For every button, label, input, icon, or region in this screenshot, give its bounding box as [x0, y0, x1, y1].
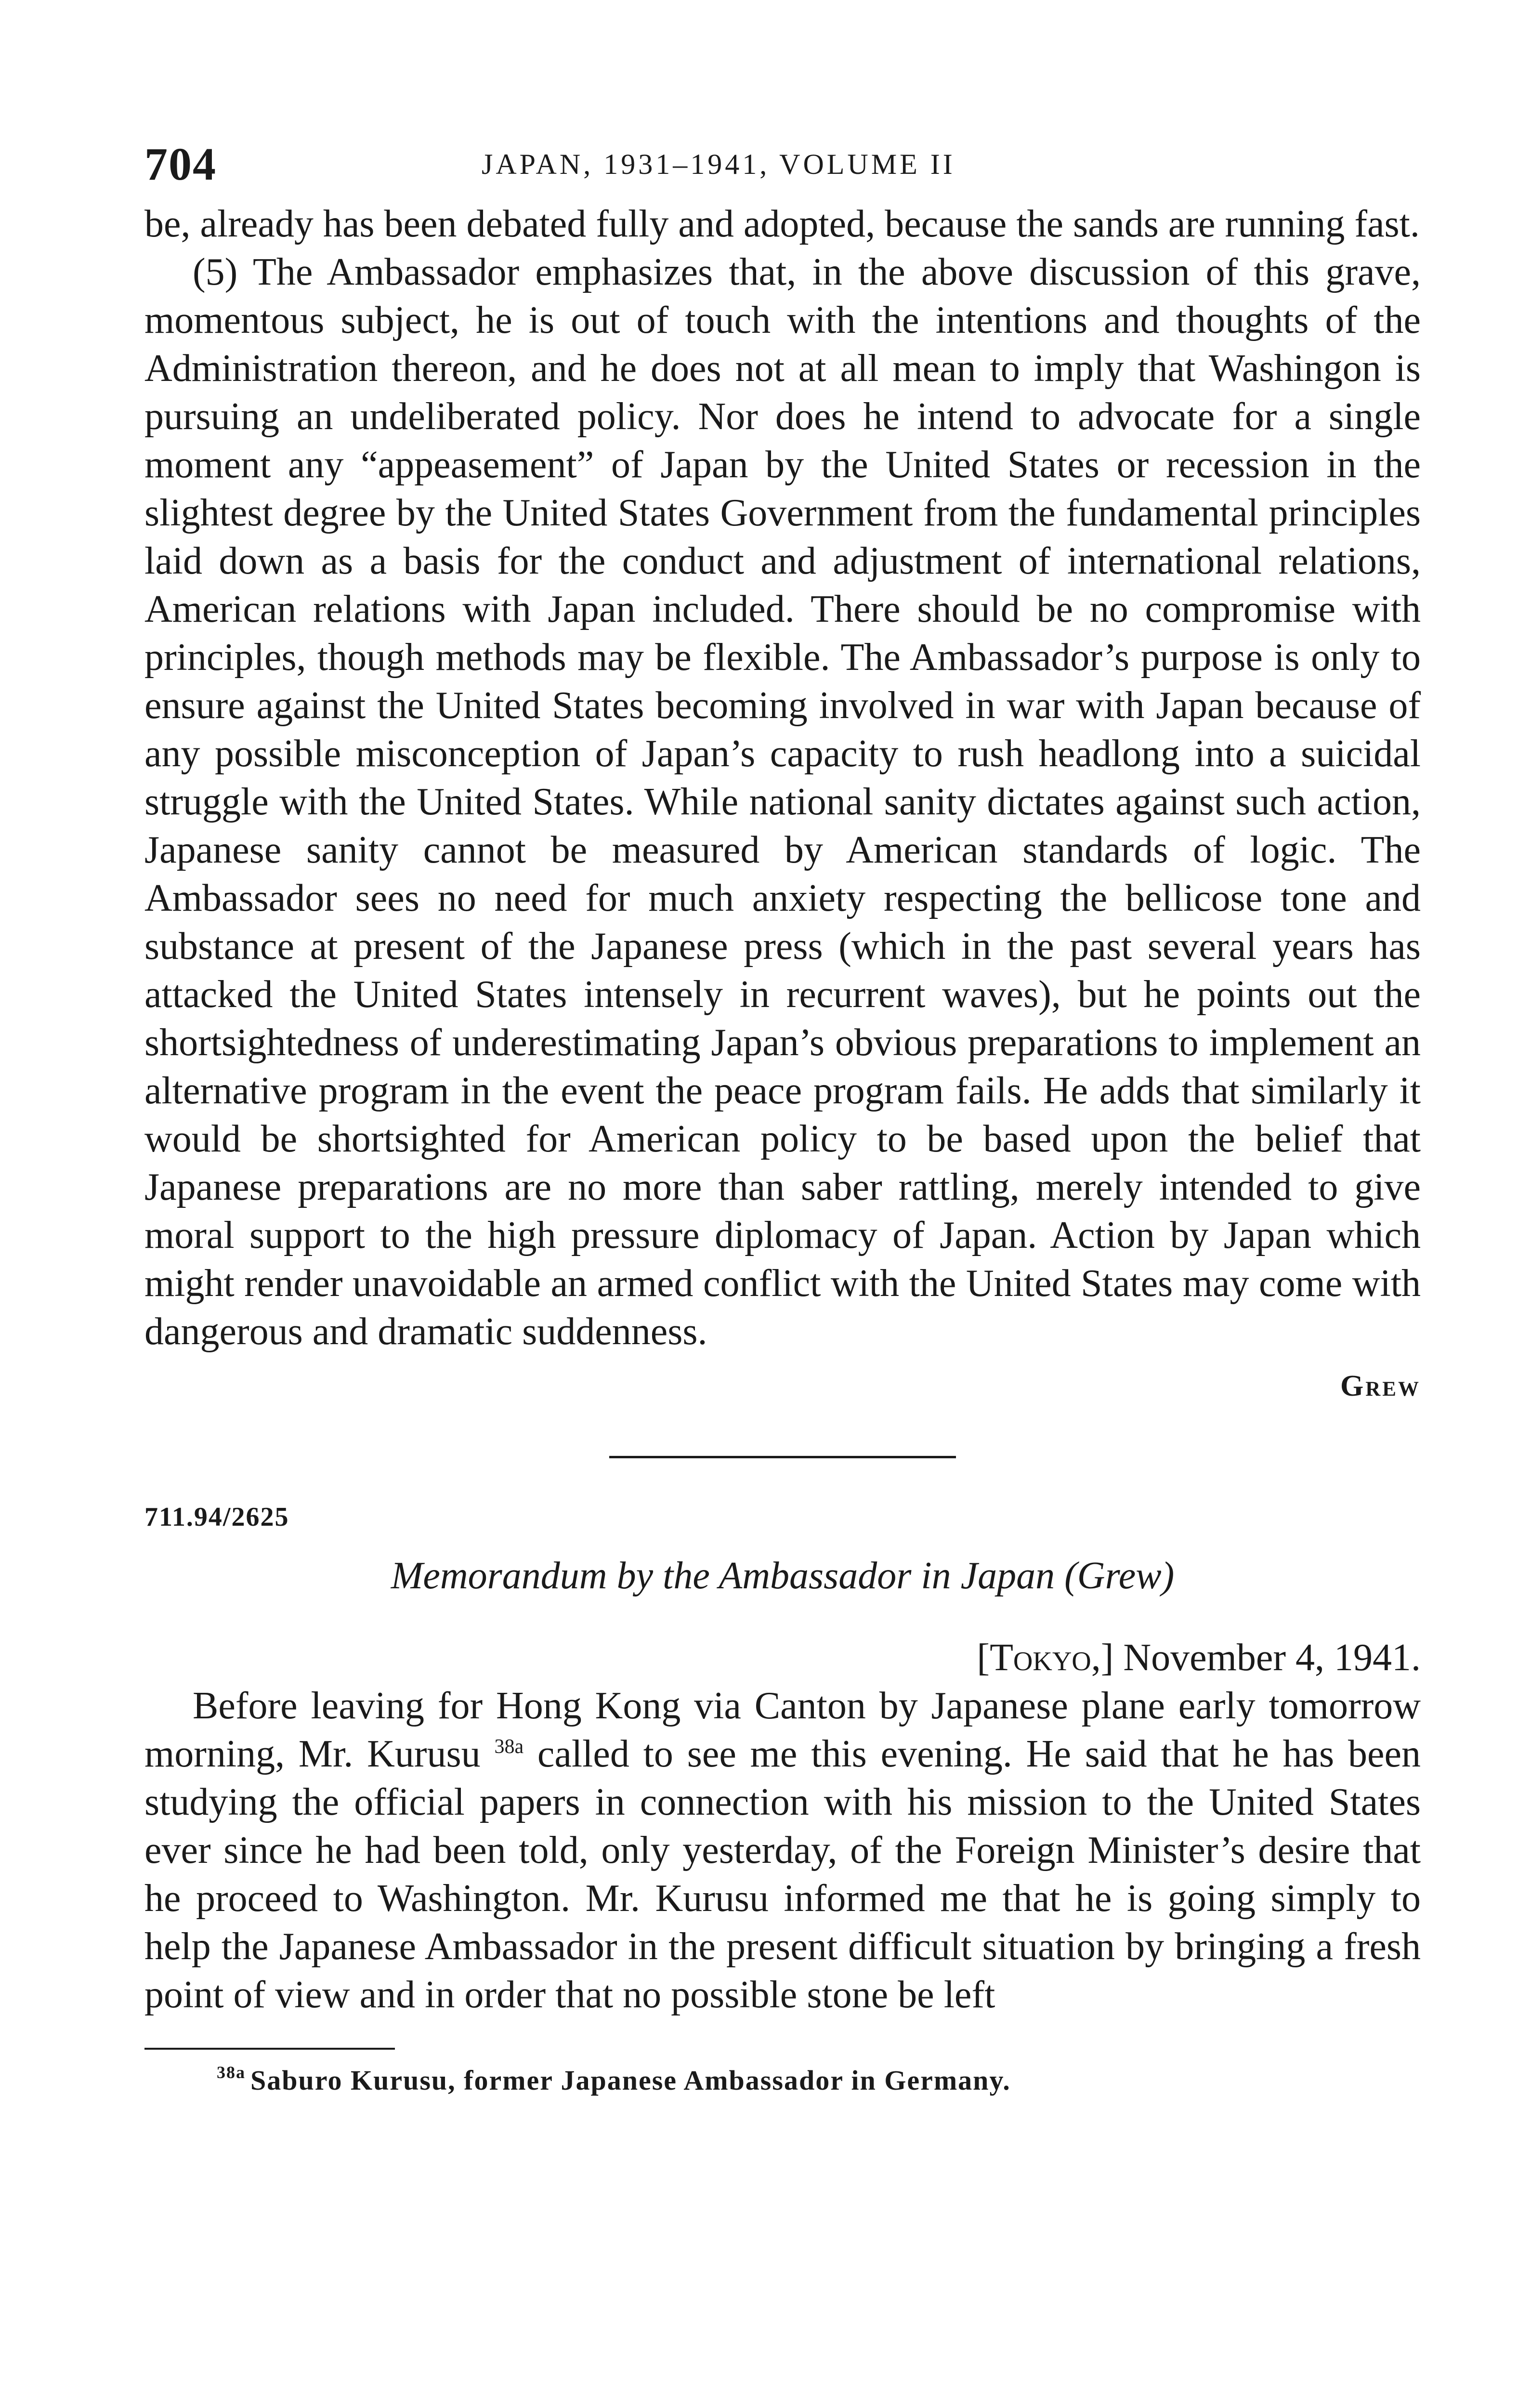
file-reference: 711.94/2625 — [144, 1502, 289, 1532]
footnote-divider — [144, 2048, 395, 2050]
footnote-marker: 38a — [217, 2063, 246, 2082]
section-divider — [609, 1456, 956, 1458]
footnote-text: Saburo Kurusu, former Japanese Ambassador in Germany. — [250, 2065, 1011, 2096]
continued-paragraph: be, already has been debated fully and adopted, because the sands are running fast. — [144, 203, 1420, 245]
page-number: 704 — [144, 138, 217, 190]
dateline-place: [Tokyo,] — [977, 1636, 1114, 1679]
memo-paragraph-part2: called to see me this evening. He said that he has been studying the official papers in connection with his mission to the United States ever since he had been told, only yesterday, of the Foreign Minister’s desire that he proceed to Washington. Mr. Kurusu informed me that he is going simply to help the Japanese Ambassador in the present difficult situation by bringing a fresh point of view and in order that no possible stone be left — [144, 1733, 1421, 2016]
page-header — [144, 137, 1421, 200]
paragraph-5: (5) The Ambassador emphasizes that, in the above discussion of this grave, momentous subject, he is out of touch with the intentions and thoughts of the Administration thereon, and he does not at all mean to imply that Washingon is pursuing an undeliberated policy. Nor does he intend to advocate for a single moment any “appeasement” of Japan by the United States or recession in the slightest degree by the United States Government from the fundamental principles laid down as a basis for the conduct and adjustment of international relations, American relations with Japan included. There should be no compromise with principles, though methods may be flexible. The Ambassador’s purpose is only to ensure against the United States becoming involved in war with Japan because of any possible misconception of Japan’s capacity to rush headlong into a suicidal struggle with the United States. While national sanity dictates against such action, Japanese sanity cannot be measured by American standards of logic. The Ambassador sees no need for much anxiety respecting the bellicose tone and substance at present of the Japanese press (which in the past several years has attacked the United States intensely in recurrent waves), but he points out the shortsightedness of underestimating Japan’s obvious preparations to implement an alternative program in the event the peace program fails. He adds that similarly it would be shortsighted for American policy to be based upon the belief that Japanese preparations are no more than saber rattling, merely intended to give moral support to the high pressure diplomacy of Japan. Action by Japan which might render unavoidable an armed conflict with the United States may come with dangerous and dramatic suddenness. — [144, 251, 1421, 1353]
footnote-reference: 38a — [494, 1736, 524, 1758]
footnote — [217, 2064, 1421, 2096]
memo-paragraph-part1: Before leaving for Hong Kong via Canton by Japanese plane early tomorrow morning, Mr. Kurusu — [144, 1685, 1421, 1775]
document-page — [144, 137, 1421, 2096]
running-head: JAPAN, 1931–1941, VOLUME II — [482, 148, 955, 180]
dateline-date: November 4, 1941. — [1113, 1636, 1421, 1679]
signature-grew: Grew — [1340, 1370, 1421, 1402]
memo-paragraph — [144, 1682, 1421, 2019]
dateline — [144, 1634, 1421, 1682]
document-title: Memorandum by the Ambassador in Japan (Grew) — [391, 1555, 1175, 1597]
